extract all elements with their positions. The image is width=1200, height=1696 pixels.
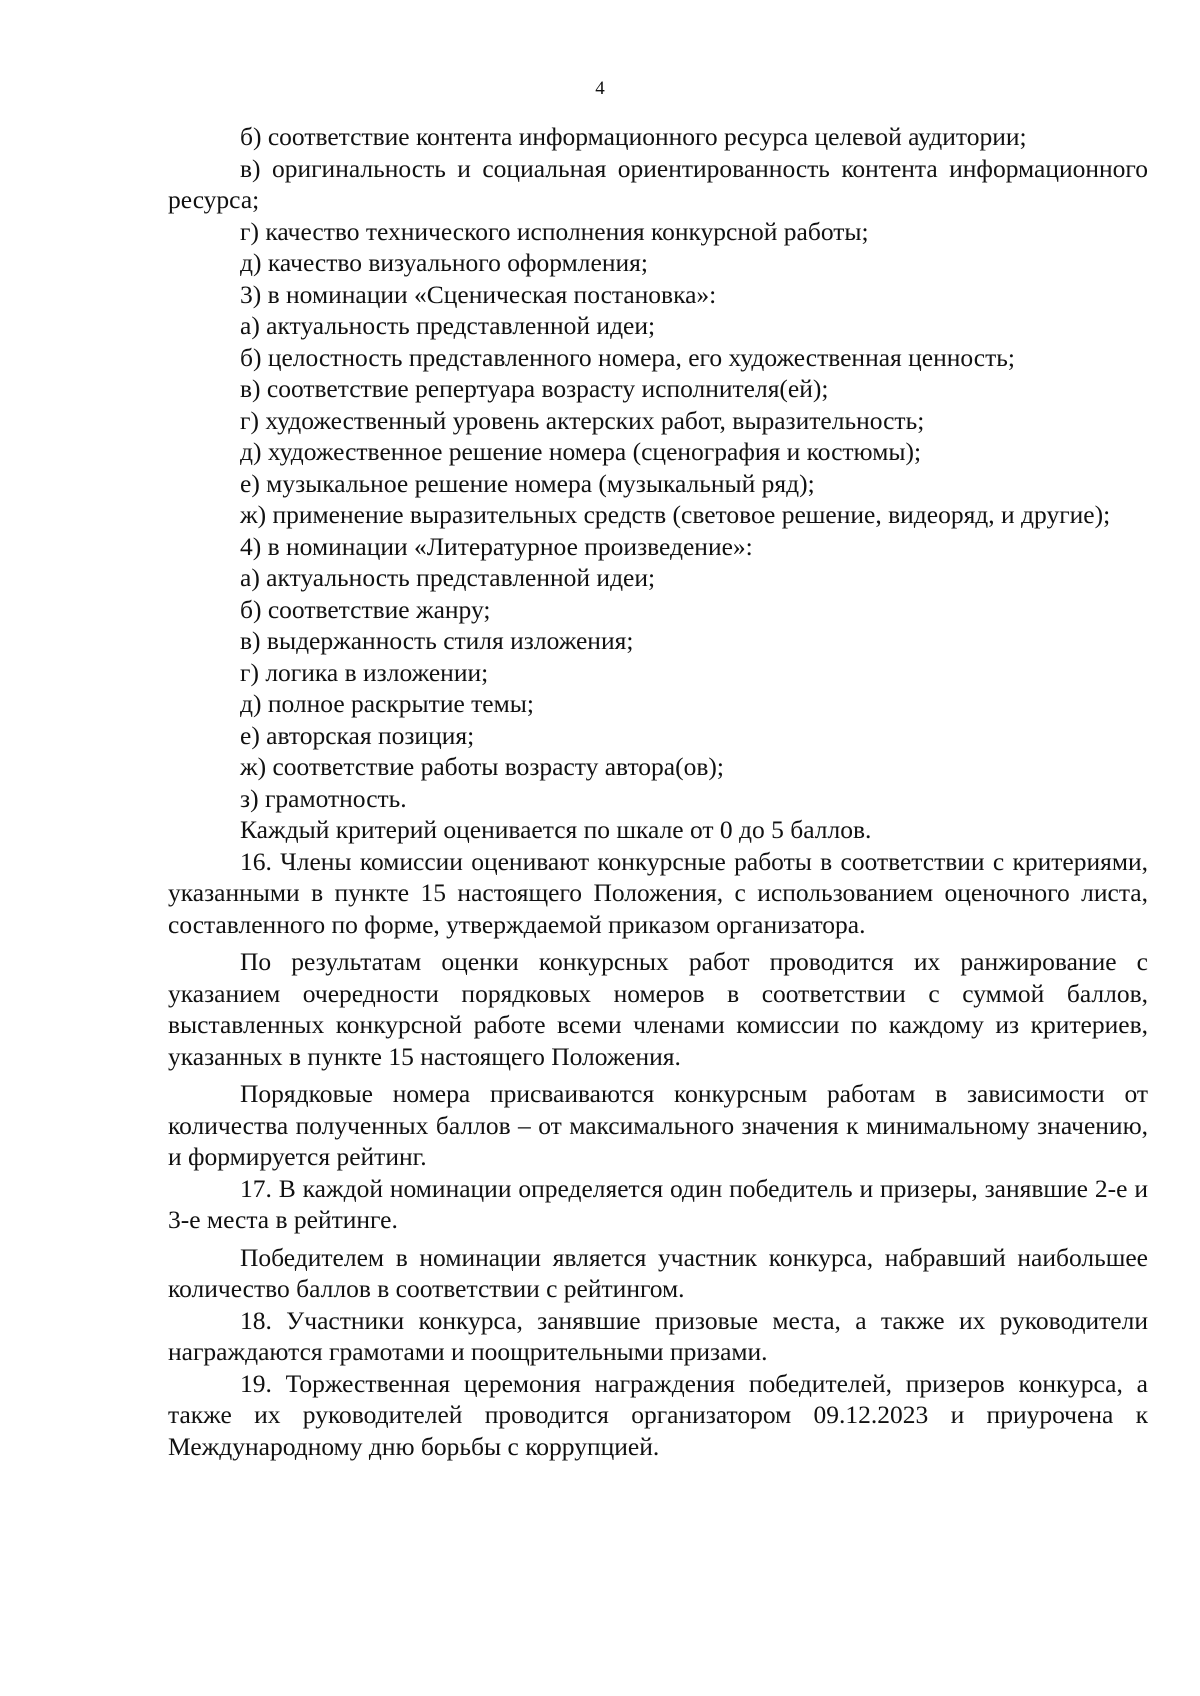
paragraph: з) грамотность. xyxy=(240,783,407,813)
page-number: 4 xyxy=(595,78,605,99)
paragraph: д) художественное решение номера (сценография и костюмы); xyxy=(240,437,922,466)
paragraph: 18. Участники конкурса, занявшие призовые места, а также их руководители награждаются грамотами и поощрительными призами. xyxy=(168,1305,1148,1366)
paragraph: 17. В каждой номинации определяется один победитель и призеры, занявшие 2-е и 3-е места в рейтинге. xyxy=(168,1173,1148,1234)
paragraph: е) авторская позиция; xyxy=(240,720,475,750)
paragraph: 19. Торжественная церемония награждения победителей, призеров конкурса, а также их руководителей проводится организатором 09.12.2023 и приурочена к Международному дню борьбы с коррупцией. xyxy=(168,1368,1148,1461)
paragraph: Каждый критерий оценивается по шкале от 0 до 5 баллов. xyxy=(240,815,872,844)
paragraph: в) оригинальность и социальная ориентированность контента информационного ресурса; xyxy=(168,153,1148,214)
paragraph: д) полное раскрытие темы; xyxy=(240,689,534,718)
paragraph: ж) соответствие работы возрасту автора(ов); xyxy=(240,752,724,781)
paragraph: г) художественный уровень актерских работ, выразительность; xyxy=(240,405,925,435)
paragraph: г) логика в изложении; xyxy=(240,657,489,687)
paragraph: в) выдержанность стиля изложения; xyxy=(240,626,634,655)
paragraph: 3) в номинации «Сценическая постановка»: xyxy=(240,279,717,309)
paragraph: 4) в номинации «Литературное произведение»: xyxy=(240,531,753,561)
paragraph: Победителем в номинации является участник конкурса, набравший наибольшее количество баллов в соответствии с рейтингом. xyxy=(168,1242,1148,1303)
paragraph: е) музыкальное решение номера (музыкальный ряд); xyxy=(240,468,815,498)
paragraph: 16. Члены комиссии оценивают конкурсные работы в соответствии с критериями, указанными в пункте 15 настоящего Положения, с использованием оценочного листа, составленного по форме, утверждаемой приказом организатора. xyxy=(168,846,1148,939)
paragraph: а) актуальность представленной идеи; xyxy=(240,311,656,340)
paragraph: По результатам оценки конкурсных работ проводится их ранжирование с указанием очередности порядковых номеров в соответствии с суммой баллов, выставленных конкурсной работе всеми членами комиссии по каждому из критериев, указанных в пункте 15 настоящего Положения. xyxy=(168,947,1148,1071)
paragraph: в) соответствие репертуара возрасту исполнителя(ей); xyxy=(240,374,829,403)
paragraph: г) качество технического исполнения конкурсной работы; xyxy=(240,216,869,246)
paragraph: д) качество визуального оформления; xyxy=(240,248,648,277)
paragraph: б) соответствие жанру; xyxy=(240,594,491,624)
paragraph: б) соответствие контента информационного ресурса целевой аудитории; xyxy=(240,122,1027,151)
paragraph: б) целостность представленного номера, его художественная ценность; xyxy=(240,342,1015,372)
document-body xyxy=(168,121,1148,1462)
paragraph: ж) применение выразительных средств (световое решение, видеоряд, и другие); xyxy=(240,500,1111,529)
paragraph: Порядковые номера присваиваются конкурсным работам в зависимости от количества полученных баллов – от максимального значения к минимальному значению, и формируется рейтинг. xyxy=(168,1079,1148,1171)
paragraph: а) актуальность представленной идеи; xyxy=(240,563,656,592)
